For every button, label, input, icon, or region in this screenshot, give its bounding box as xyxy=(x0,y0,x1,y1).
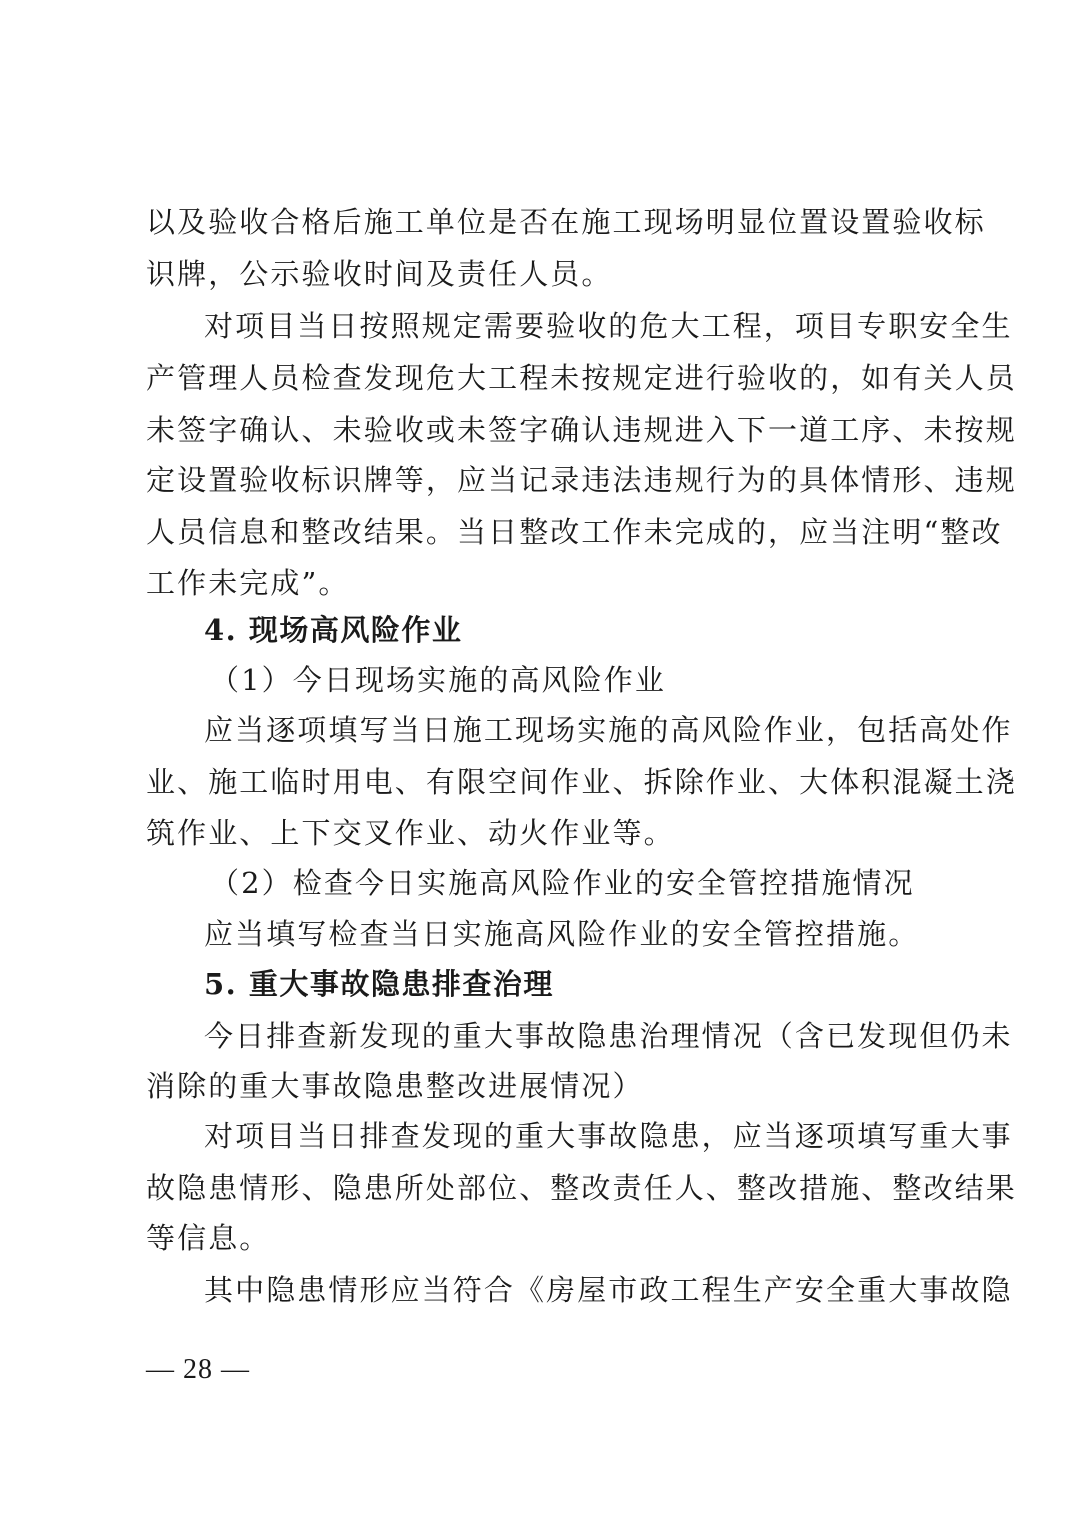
body-text-line: 筑作业、上下交叉作业、动火作业等。 xyxy=(146,816,675,850)
body-text-line: 工作未完成”。 xyxy=(146,566,350,600)
body-text-line: 以及验收合格后施工单位是否在施工现场明显位置设置验收标 xyxy=(146,205,986,239)
body-text-line: 对项目当日按照规定需要验收的危大工程，项目专职安全生 xyxy=(204,309,1013,343)
subsection-heading: （2）检查今日实施高风险作业的安全管控措施情况 xyxy=(210,866,915,900)
body-text-line: 今日排查新发现的重大事故隐患治理情况（含已发现但仍未 xyxy=(204,1019,1013,1053)
body-text-line: 对项目当日排查发现的重大事故隐患，应当逐项填写重大事 xyxy=(204,1119,1013,1153)
body-text-line: 应当填写检查当日实施高风险作业的安全管控措施。 xyxy=(204,917,920,951)
body-text-line: 人员信息和整改结果。当日整改工作未完成的，应当注明“整改 xyxy=(146,515,1003,549)
page-number: — 28 — xyxy=(146,1354,250,1385)
section-heading: 5. 重大事故隐患排查治理 xyxy=(204,967,554,1001)
subsection-heading: （1）今日现场实施的高风险作业 xyxy=(210,663,666,697)
body-text-line: 业、施工临时用电、有限空间作业、拆除作业、大体积混凝土浇 xyxy=(146,765,1017,799)
body-text-line: 其中隐患情形应当符合《房屋市政工程生产安全重大事故隐 xyxy=(204,1273,1013,1307)
body-text-line: 消除的重大事故隐患整改进展情况） xyxy=(146,1069,644,1103)
body-text-line: 等信息。 xyxy=(146,1221,271,1255)
body-text-line: 应当逐项填写当日施工现场实施的高风险作业，包括高处作 xyxy=(204,713,1013,747)
section-heading: 4. 现场高风险作业 xyxy=(204,613,463,647)
body-text-line: 产管理人员检查发现危大工程未按规定进行验收的，如有关人员 xyxy=(146,361,1017,395)
body-text-line: 故隐患情形、隐患所处部位、整改责任人、整改措施、整改结果 xyxy=(146,1171,1017,1205)
body-text-line: 未签字确认、未验收或未签字确认违规进入下一道工序、未按规 xyxy=(146,413,1017,447)
body-text-line: 定设置验收标识牌等，应当记录违法违规行为的具体情形、违规 xyxy=(146,463,1017,497)
body-text-line: 识牌，公示验收时间及责任人员。 xyxy=(146,257,613,291)
